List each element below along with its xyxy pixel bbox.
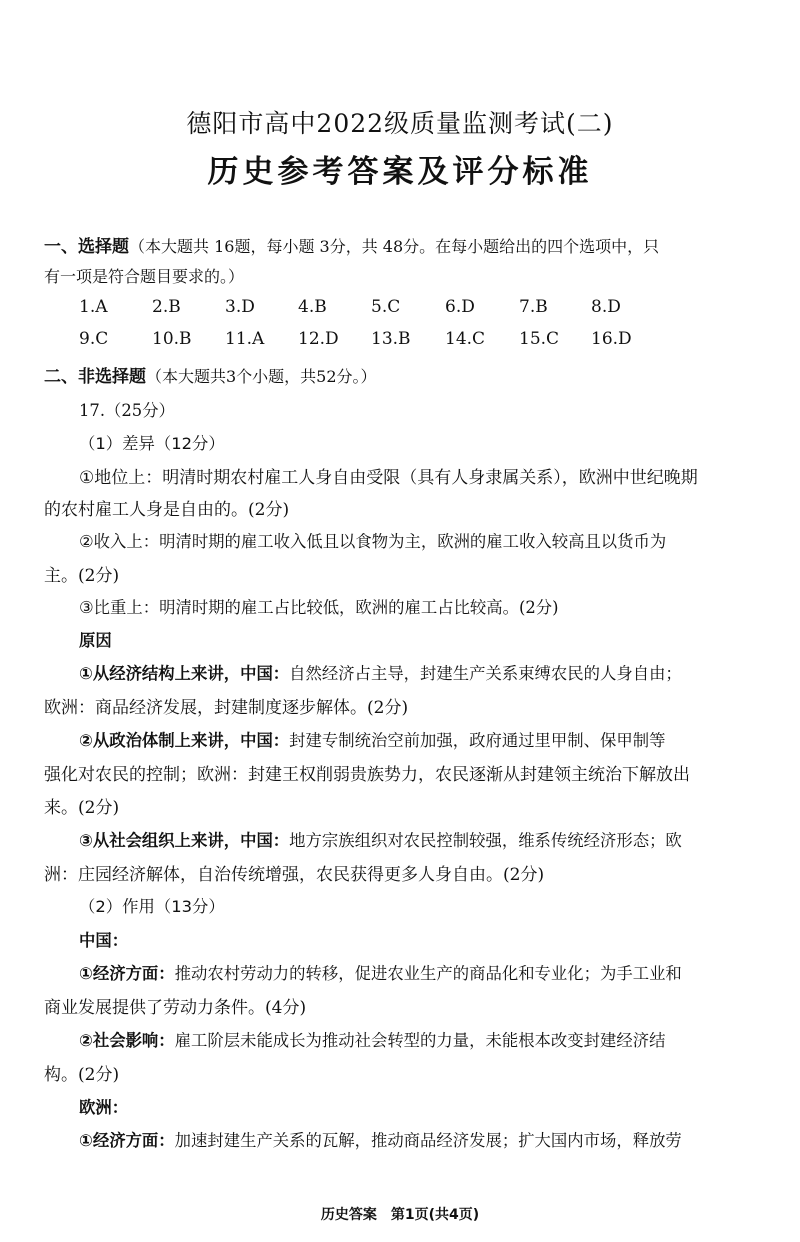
europe1-text1: 加速封建生产关系的瓦解，推动商品经济发展；扩大国内市场，释放劳: [174, 1131, 682, 1150]
diff2-line1: [79, 528, 791, 552]
reason1-line1: [79, 660, 791, 684]
exam-title: 德阳市高中2022级质量监测考试(二): [186, 109, 614, 138]
answer-item: 7.B: [519, 297, 548, 317]
section2-heading-line: [44, 362, 756, 387]
reason2-label: ②从政治体制上来讲，中国：: [79, 731, 290, 750]
answer-item: 5.C: [371, 297, 401, 317]
diff1-line1: [79, 463, 756, 488]
diff3-text1: 明清时期的雇工占比较低，欧洲的雇工占比较高。(2分): [159, 598, 559, 617]
section1-heading: 一、选择题: [44, 237, 129, 257]
section1-note-line1: （本大题共 16题，每小题 3分，共 48分。在每小题给出的四个选项中，只: [129, 237, 660, 256]
answer-item: 16.D: [591, 329, 632, 349]
diff2-label: ②收入上：: [79, 532, 160, 551]
diff1-text1: 明清时期农村雇工人身自由受限（具有人身隶属关系），欧洲中世纪晚期: [162, 468, 698, 488]
reason1-label: ①从经济结构上来讲，中国：: [79, 664, 290, 683]
china1-label: ①经济方面：: [79, 964, 175, 983]
diff2-line2: 主。(2分): [44, 566, 120, 586]
reason3-text1: 地方宗族组织对农民控制较强，维系传统经济形态；欧: [289, 831, 682, 850]
answer-item: 2.B: [152, 297, 181, 317]
part1-heading: （1）差异（12分）: [79, 434, 225, 453]
page-footer: 历史答案 第1页(共4页): [320, 1207, 480, 1223]
china2-line1: [79, 1027, 791, 1051]
europe1-line1: [79, 1127, 791, 1151]
answer-item: 12.D: [298, 329, 339, 349]
document-title: 历史参考答案及评分标准: [207, 154, 593, 190]
reason2-line2: 强化对农民的控制；欧洲：封建王权削弱贵族势力，农民逐渐从封建领主统治下解放出: [44, 765, 690, 785]
europe1-label: ①经济方面：: [79, 1131, 175, 1150]
reason-heading: 原因: [79, 631, 112, 650]
section2-heading: 二、非选择题: [44, 367, 146, 387]
diff3-line1: [79, 594, 791, 618]
section1-note-line2: 有一项是符合题目要求的。）: [44, 267, 245, 286]
answer-item: 1.A: [79, 297, 108, 317]
answer-item: 11.A: [225, 329, 265, 349]
reason3-line2: 洲：庄园经济解体，自治传统增强，农民获得更多人身自由。(2分): [44, 865, 545, 885]
part2-heading: （2）作用（13分）: [79, 897, 225, 916]
china1-line2: 商业发展提供了劳动力条件。(4分): [44, 998, 307, 1018]
answer-item: 3.D: [225, 297, 255, 317]
europe-heading: 欧洲：: [79, 1098, 129, 1117]
china2-label: ②社会影响：: [79, 1031, 175, 1050]
answer-item: 10.B: [152, 329, 192, 349]
reason1-line2: 欧洲：商品经济发展，封建制度逐步解体。(2分): [44, 698, 409, 718]
reason3-label: ③从社会组织上来讲，中国：: [79, 831, 290, 850]
question-17-number: 17.（25分）: [79, 401, 175, 420]
reason2-line1: [79, 727, 791, 751]
answer-item: 15.C: [519, 329, 560, 349]
answer-item: 6.D: [445, 297, 475, 317]
answer-item: 13.B: [371, 329, 411, 349]
diff3-label: ③比重上：: [79, 598, 160, 617]
china1-line1: [79, 960, 791, 984]
reason2-line3: 来。(2分): [44, 798, 120, 818]
answer-item: 8.D: [591, 297, 621, 317]
diff1-line2: 的农村雇工人身是自由的。(2分): [44, 500, 290, 520]
china2-line2: 构。(2分): [44, 1065, 120, 1085]
answer-item: 14.C: [445, 329, 486, 349]
reason3-line1: [79, 827, 791, 851]
china1-text1: 推动农村劳动力的转移，促进农业生产的商品化和专业化；为手工业和: [174, 964, 682, 983]
china2-text1: 雇工阶层未能成长为推动社会转型的力量，未能根本改变封建经济结: [174, 1031, 666, 1050]
diff2-text1: 明清时期的雇工收入低且以食物为主，欧洲的雇工收入较高且以货币为: [159, 532, 667, 551]
reason1-text1: 自然经济占主导，封建生产关系束缚农民的人身自由；: [289, 664, 682, 683]
china-heading: 中国：: [79, 931, 129, 950]
reason2-text1: 封建专制统治空前加强，政府通过里甲制、保甲制等: [289, 731, 666, 750]
section1-heading-line: [44, 232, 756, 257]
section2-note: （本大题共3个小题，共52分。）: [146, 367, 377, 386]
diff1-label: ①地位上：: [79, 468, 163, 488]
answer-item: 4.B: [298, 297, 327, 317]
answer-item: 9.C: [79, 329, 109, 349]
